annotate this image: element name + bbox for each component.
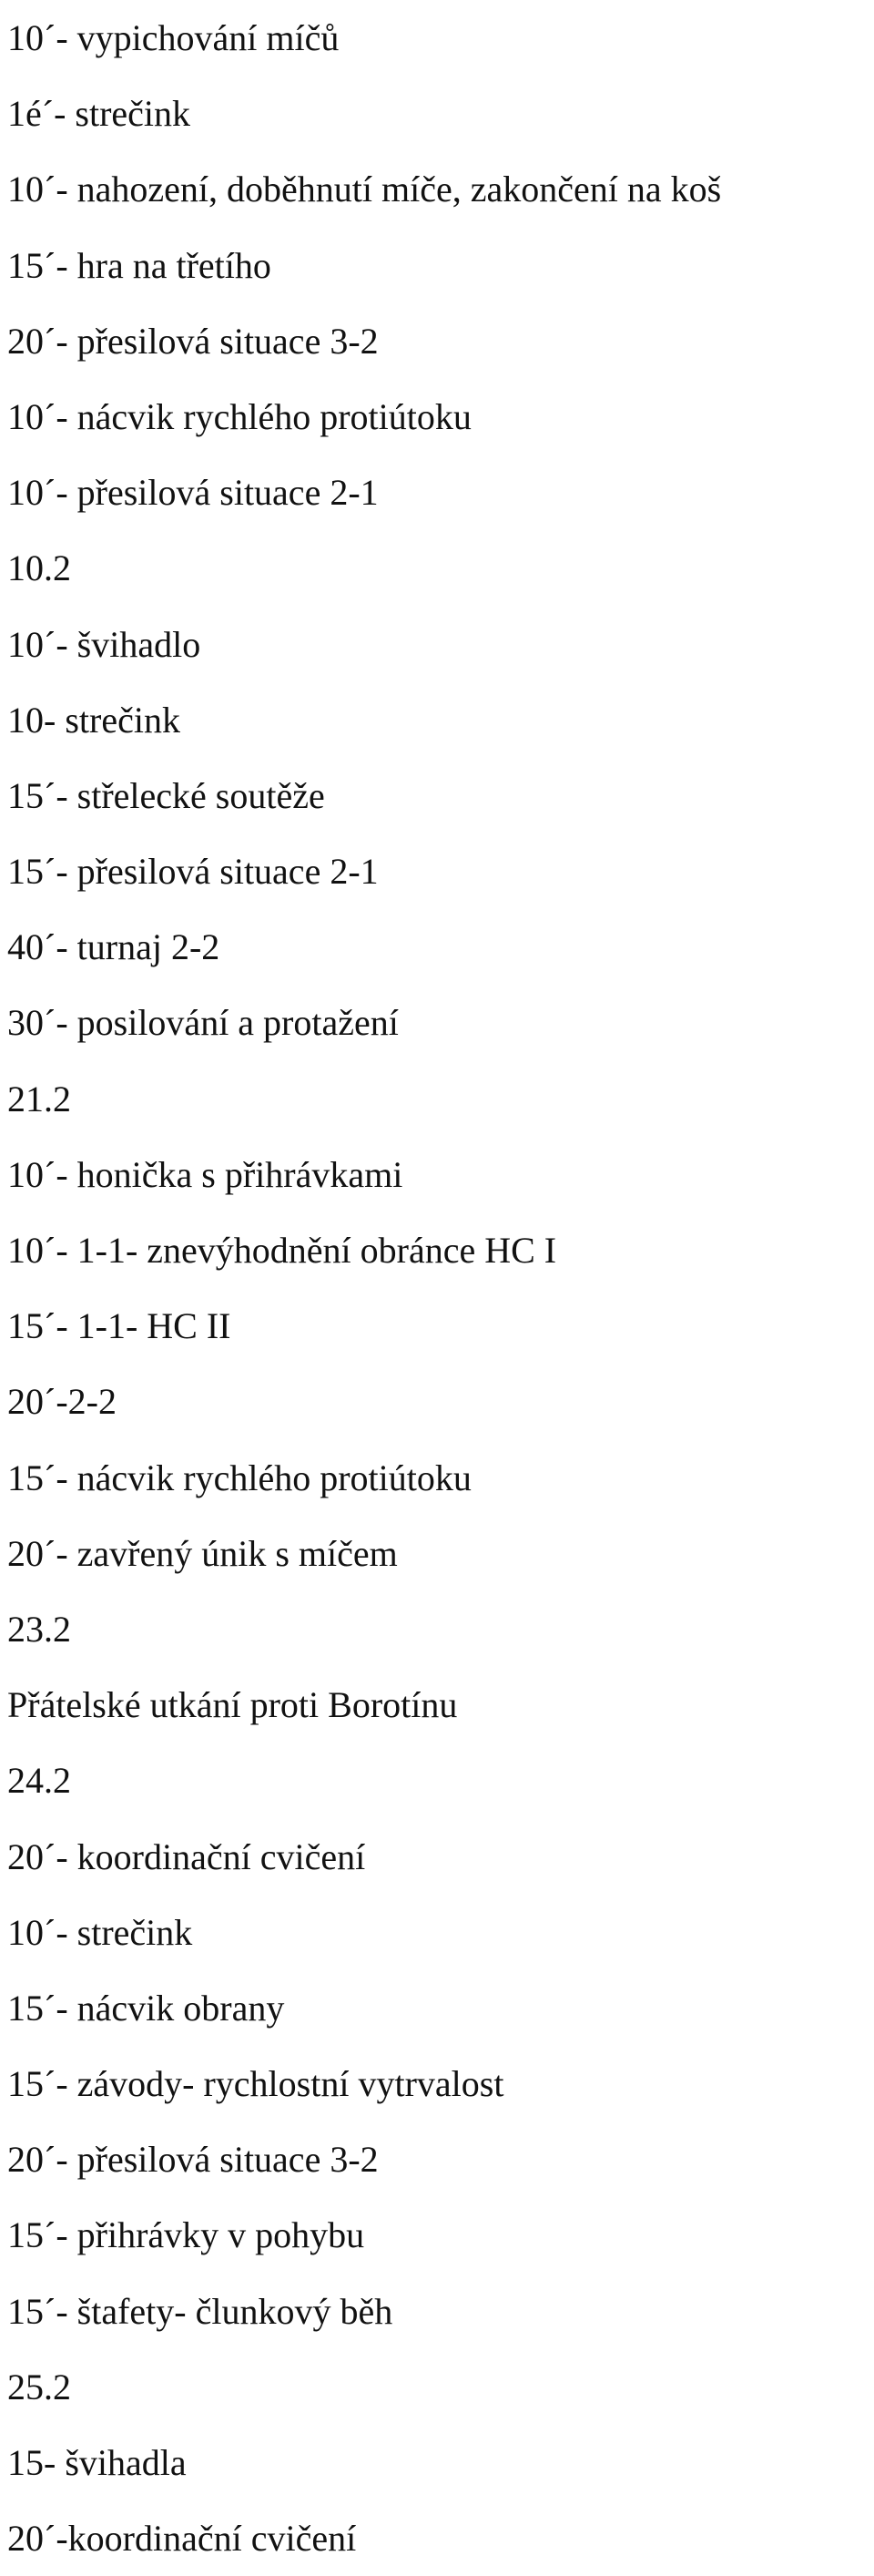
text-line: 40´- turnaj 2-2 [7,926,220,968]
text-line: 20´- koordinační cvičení [7,1835,366,1877]
text-line: 15´- střelecké soutěže [7,774,325,816]
text-line: 1é´- strečink [7,93,191,135]
text-line: 30´- posilování a protažení [7,1002,399,1044]
text-line: 15´- přesilová situace 2-1 [7,851,379,893]
date-heading: 10.2 [7,547,71,589]
text-line: 15´- nácvik rychlého protiútoku [7,1457,472,1498]
text-line: 10´- nácvik rychlého protiútoku [7,395,472,437]
text-line: 10´- honička s přihrávkami [7,1153,403,1195]
text-line: 15´- štafety- člunkový běh [7,2290,393,2332]
text-line: 15´- nácvik obrany [7,1987,285,2029]
text-line: 10´- přesilová situace 2-1 [7,472,379,514]
document-body [7,0,867,2576]
text-line: 10´- 1-1- znevýhodnění obránce HC I [7,1230,557,1271]
date-heading: 25.2 [7,2366,71,2407]
text-line: 20´- přesilová situace 3-2 [7,320,379,362]
text-line: 20´-2-2 [7,1381,117,1423]
date-heading: 21.2 [7,1078,71,1119]
text-line: 20´- přesilová situace 3-2 [7,2139,379,2181]
text-line: 10´- švihadlo [7,623,201,665]
text-line: Přátelské utkání proti Borotínu [7,1684,458,1726]
text-line: 15- švihadla [7,2442,187,2483]
text-line: 15´- 1-1- HC II [7,1305,231,1347]
text-line: 15´- hra na třetího [7,244,271,286]
text-line: 15´- přihrávky v pohybu [7,2214,365,2256]
text-line: 10´- strečink [7,1911,193,1953]
date-heading: 23.2 [7,1608,71,1650]
text-line: 15´- závody- rychlostní vytrvalost [7,2063,504,2105]
text-line: 10´- vypichování míčů [7,17,340,58]
text-line: 10´- nahození, doběhnutí míče, zakončení na koš [7,169,722,210]
date-heading: 24.2 [7,1760,71,1802]
text-line: 20´-koordinační cvičení [7,2518,357,2560]
text-line: 20´- zavřený únik s míčem [7,1532,398,1574]
text-line: 10- strečink [7,699,180,741]
